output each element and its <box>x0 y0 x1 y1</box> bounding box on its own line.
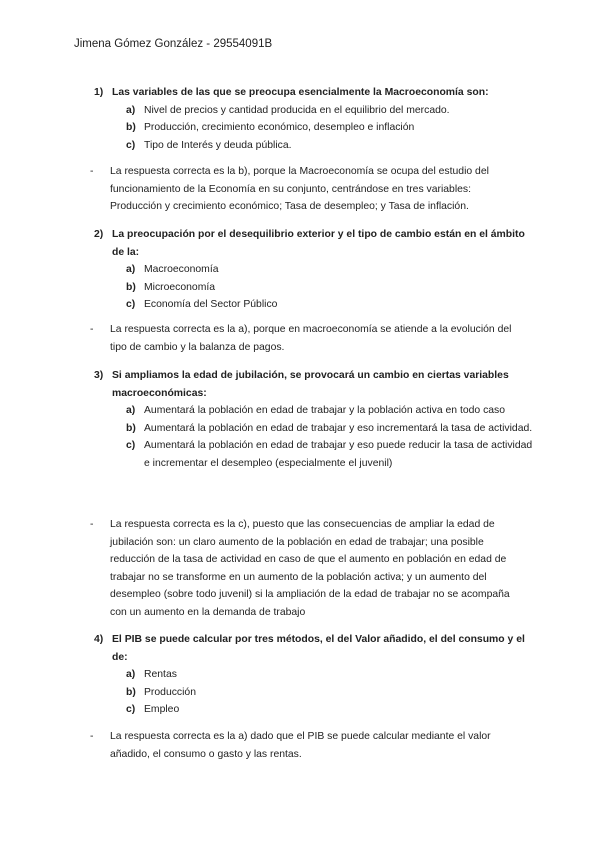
answer-bullet: - <box>90 166 94 177</box>
question-text: Si ampliamos la edad de jubilación, se provocará un cambio en ciertas variables macroeconómicas: <box>112 370 509 399</box>
question-text: El PIB se puede calcular por tres métodos, el del Valor añadido, el del consumo y el de: <box>112 634 525 663</box>
option-c <box>126 137 534 155</box>
option-text: Aumentará la población en edad de trabajar y la población activa en todo caso <box>144 405 506 416</box>
option-letter: b) <box>126 422 136 434</box>
option-a <box>126 402 534 420</box>
option-text: Nivel de precios y cantidad producida en el equilibrio del mercado. <box>144 104 450 116</box>
option-a <box>126 261 534 279</box>
answer-3 <box>90 516 520 621</box>
answer-text: La respuesta correcta es la b), porque la Macroeconomía se ocupa del estudio del funcionamiento de la Economía en su conjunto, centrándose en tres variables: Producción y crecimiento económico; Tasa de desempleo; y Tasa de inflación. <box>110 166 489 212</box>
option-a <box>126 102 534 120</box>
option-letter: a) <box>126 104 136 116</box>
option-text: Microeconomía <box>144 281 216 293</box>
answer-text: La respuesta correcta es la c), puesto que las consecuencias de ampliar la edad de jubilación son: un claro aumento de la población en edad de trabajar; una posible reducción de la tasa de actividad en caso de que el aumento en población en edad de trabajar no se transforme en un aumento de la población activa; y un aumento del desempleo (sobre todo juvenil) si la ampliación de la edad de trabajar no se acompaña con un aumento en la demanda de trabajo <box>110 519 510 618</box>
option-c <box>126 701 534 719</box>
option-text: Aumentará la población en edad de trabajar y eso puede reducir la tasa de actividad e incrementar el desempleo (especialmente el juvenil) <box>144 440 533 469</box>
question-title <box>94 631 534 666</box>
answer-1 <box>90 163 520 216</box>
option-text: Aumentará la población en edad de trabajar y eso incrementará la tasa de actividad. <box>144 422 533 434</box>
question-number: 3) <box>94 370 104 381</box>
question-title <box>94 84 534 102</box>
option-b <box>126 420 534 438</box>
page-header: Jimena Gómez González - 29554091B <box>74 38 273 50</box>
answer-4 <box>90 728 520 763</box>
answer-bullet: - <box>90 519 94 530</box>
option-text: Economía del Sector Público <box>144 299 278 310</box>
option-text: Empleo <box>144 704 180 715</box>
option-letter: b) <box>126 122 136 133</box>
answer-bullet: - <box>90 731 94 742</box>
option-text: Rentas <box>144 669 177 680</box>
answer-2 <box>90 321 520 356</box>
option-a <box>126 666 534 684</box>
option-text: Producción <box>144 686 196 698</box>
option-letter: a) <box>126 669 136 680</box>
question-title <box>94 226 534 261</box>
question-number: 1) <box>94 87 104 98</box>
option-b <box>126 279 534 297</box>
option-letter: c) <box>126 704 136 715</box>
option-text: Producción, crecimiento económico, desempleo e inflación <box>144 122 415 133</box>
option-letter: c) <box>126 440 136 451</box>
option-c <box>126 437 534 472</box>
option-letter: c) <box>126 139 136 151</box>
option-c <box>126 296 534 314</box>
option-letter: a) <box>126 405 136 416</box>
option-b <box>126 119 534 137</box>
option-letter: a) <box>126 264 136 275</box>
option-letter: b) <box>126 686 136 698</box>
option-letter: b) <box>126 281 136 293</box>
question-text: La preocupación por el desequilibrio exterior y el tipo de cambio están en el ámbito de la: <box>112 229 525 258</box>
option-b <box>126 684 534 702</box>
answer-text: La respuesta correcta es la a), porque en macroeconomía se atiende a la evolución del tipo de cambio y la balanza de pagos. <box>110 324 512 353</box>
answer-bullet: - <box>90 324 94 335</box>
answer-text: La respuesta correcta es la a) dado que el PIB se puede calcular mediante el valor añadido, el consumo o gasto y las rentas. <box>110 731 491 760</box>
question-3 <box>94 367 534 472</box>
option-text: Tipo de Interés y deuda pública. <box>144 139 292 151</box>
question-title <box>94 367 534 402</box>
question-text: Las variables de las que se preocupa esencialmente la Macroeconomía son: <box>112 87 489 98</box>
option-text: Macroeconomía <box>144 264 219 275</box>
question-number: 4) <box>94 634 104 645</box>
question-number: 2) <box>94 229 104 240</box>
question-2 <box>94 226 534 314</box>
option-letter: c) <box>126 299 136 310</box>
question-1 <box>94 84 534 154</box>
question-4 <box>94 631 534 719</box>
